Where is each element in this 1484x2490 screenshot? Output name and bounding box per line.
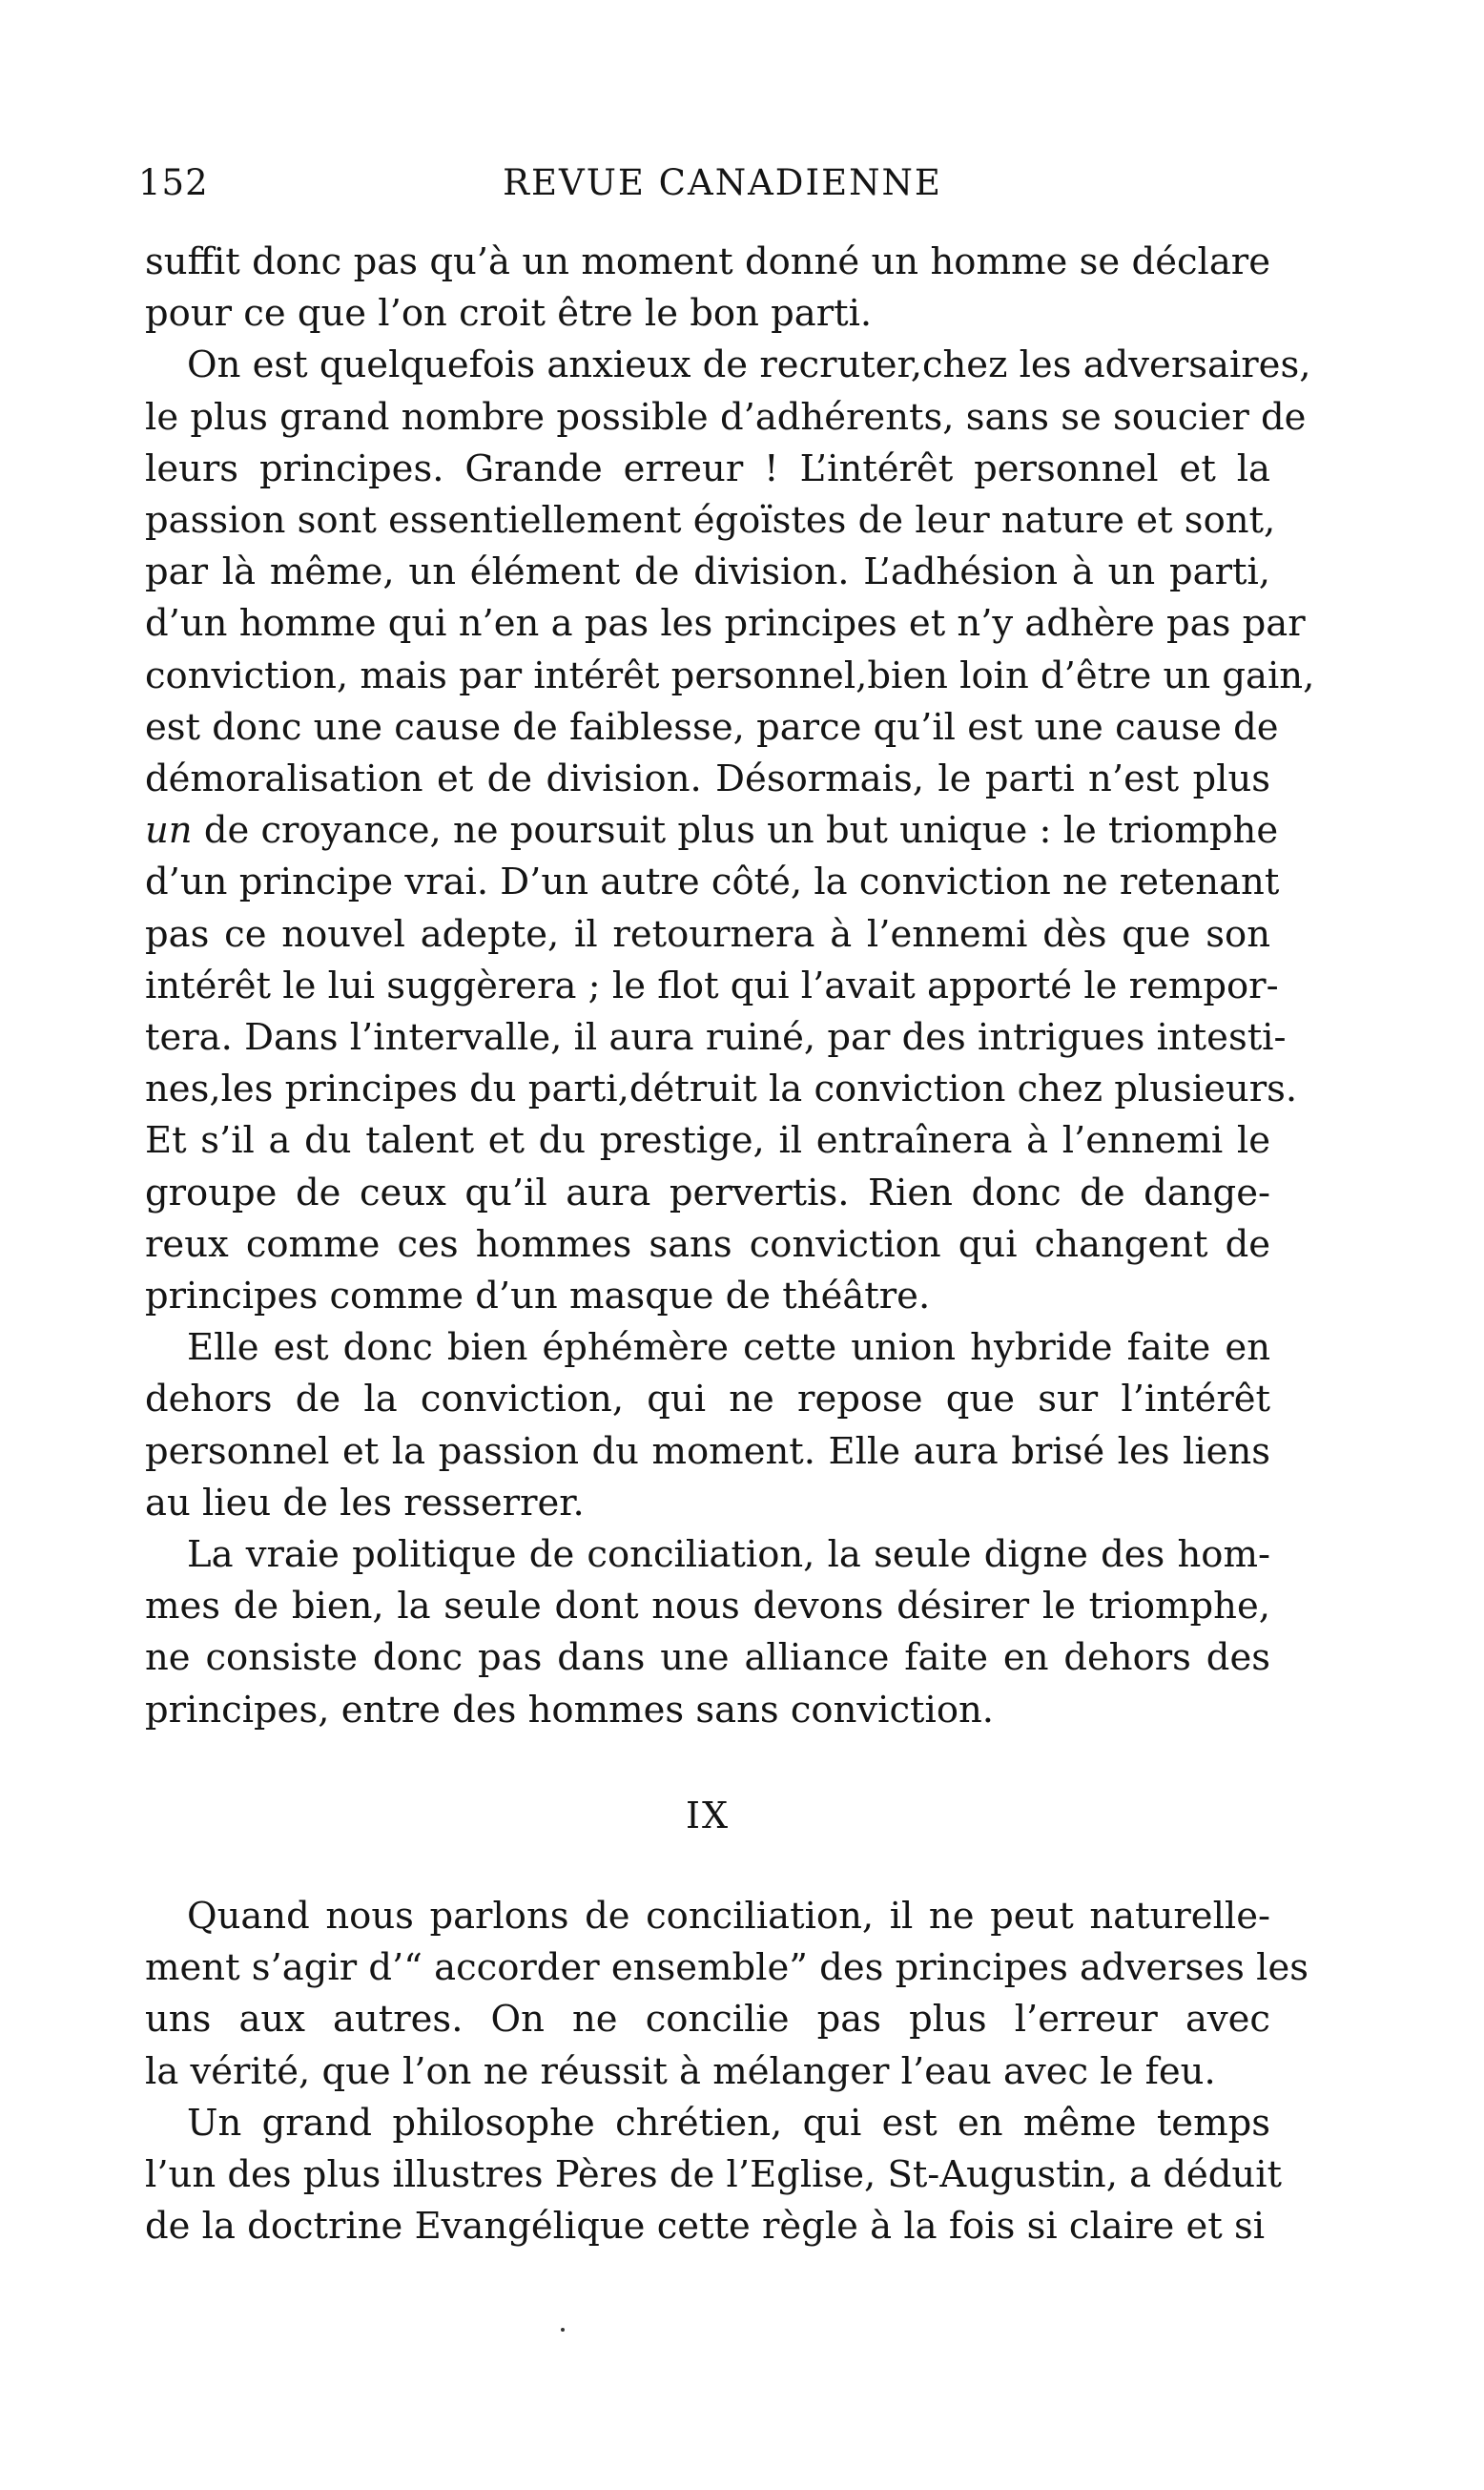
paragraph xyxy=(145,1891,1309,2098)
text-line: uns aux autres. On ne concilie pas plus l’erreur avec xyxy=(145,1998,1270,2042)
text-line: la vérité, que l’on ne réussit à mélanger l’eau avec le feu. xyxy=(145,2049,1216,2093)
page-number: 152 xyxy=(138,162,209,203)
text-line: Elle est donc bien éphémère cette union hybride faite en xyxy=(187,1326,1270,1370)
text-line: conviction, mais par intérêt personnel,bien loin d’être un gain, xyxy=(145,654,1315,697)
emphasis: un xyxy=(145,809,193,853)
paragraph xyxy=(145,340,1315,1322)
text-line: pas ce nouvel adepte, il retournera à l’ennemi dès que son xyxy=(145,912,1270,956)
scan-speck xyxy=(561,2328,565,2332)
text-line: passion sont essentiellement égoïstes de leur nature et sont, xyxy=(145,499,1276,543)
text-line: d’un principe vrai. D’un autre côté, la conviction ne retenant xyxy=(145,861,1280,904)
text-line: au lieu de les resserrer. xyxy=(145,1481,585,1525)
text-line: La vraie politique de conciliation, la seule digne des hom- xyxy=(187,1533,1270,1577)
text-line: pour ce que l’on croit être le bon parti. xyxy=(145,292,873,336)
text-line: tera. Dans l’intervalle, il aura ruiné, par des intrigues intesti- xyxy=(145,1016,1287,1060)
text-line: par là même, un élément de division. L’adhésion à un parti, xyxy=(145,550,1270,594)
page-header xyxy=(138,162,1268,219)
paragraph xyxy=(145,2098,1283,2253)
body-text xyxy=(145,237,1315,2252)
text-line: Quand nous parlons de conciliation, il ne peut naturelle- xyxy=(187,1894,1270,1938)
text-line: l’un des plus illustres Pères de l’Eglise, St-Augustin, a déduit xyxy=(145,2152,1283,2196)
text-line: groupe de ceux qu’il aura pervertis. Rien donc de dange- xyxy=(145,1171,1270,1214)
text-line: On est quelquefois anxieux de recruter,chez les adversaires, xyxy=(187,343,1311,387)
text-line: Un grand philosophe chrétien, qui est en même temps xyxy=(187,2101,1270,2145)
text-line: reux comme ces hommes sans conviction qui changent de xyxy=(145,1222,1270,1266)
text-line: le plus grand nombre possible d’adhérents, sans se soucier de xyxy=(145,395,1307,439)
text-line: leurs principes. Grande erreur ! L’intérêt personnel et la xyxy=(145,446,1270,490)
text-line: principes, entre des hommes sans conviction. xyxy=(145,1688,995,1732)
text-line: suffit donc pas qu’à un moment donné un homme se déclare xyxy=(145,240,1270,283)
text-line: principes comme d’un masque de théâtre. xyxy=(145,1275,931,1318)
paragraph xyxy=(145,1529,1270,1736)
text-line: mes de bien, la seule dont nous devons désirer le triomphe, xyxy=(145,1585,1270,1629)
text-line: intérêt le lui suggèrera ; le flot qui l’avait apporté le rempor- xyxy=(145,964,1279,1007)
text-block-before-heading xyxy=(145,237,1315,1736)
text-line: dehors de la conviction, qui ne repose que sur l’intérêt xyxy=(145,1378,1270,1421)
text-line: est donc une cause de faiblesse, parce qu’il est une cause de xyxy=(145,705,1279,749)
section-heading: IX xyxy=(685,1794,731,1836)
text-line: nes,les principes du parti,détruit la conviction chez plusieurs. xyxy=(145,1068,1298,1111)
paragraph xyxy=(145,1322,1270,1529)
text-line: d’un homme qui n’en a pas les principes et n’y adhère pas par xyxy=(145,602,1306,646)
text-line: démoralisation et de division. Désormais, le parti n’est plus xyxy=(145,757,1270,801)
text-line: Et s’il a du talent et du prestige, il entraînera à l’ennemi le xyxy=(145,1119,1270,1163)
paragraph xyxy=(145,237,1270,340)
text-line: un de croyance, ne poursuit plus un but unique : le triomphe xyxy=(145,809,1279,853)
text-block-after-heading xyxy=(145,1891,1309,2252)
text-line: ne consiste donc pas dans une alliance faite en dehors des xyxy=(145,1636,1270,1680)
text-line: personnel et la passion du moment. Elle aura brisé les liens xyxy=(145,1429,1270,1473)
text-line: ment s’agir d’“ accorder ensemble” des principes adverses les xyxy=(145,1946,1309,1990)
text-line: de la doctrine Evangélique cette règle à la fois si claire et si xyxy=(145,2205,1266,2249)
running-title: REVUE CANADIENNE xyxy=(503,162,942,203)
